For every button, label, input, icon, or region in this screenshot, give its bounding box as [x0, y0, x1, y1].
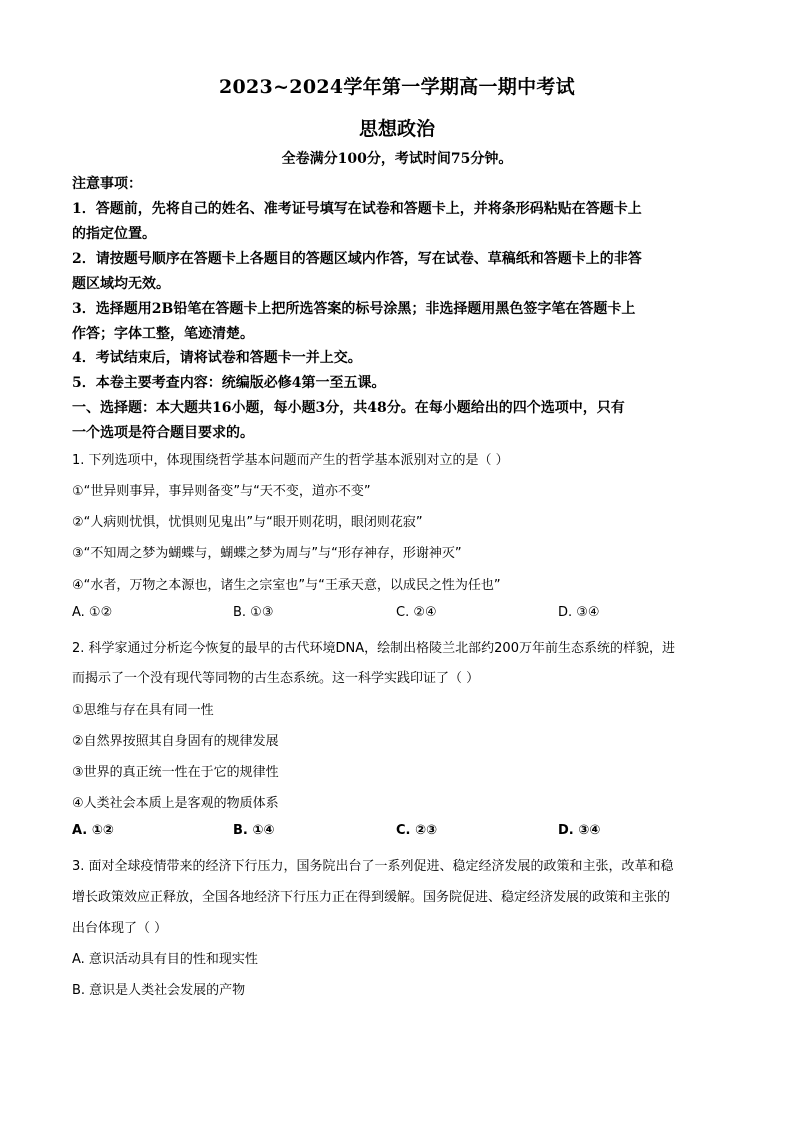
- notes-line: 题区域均无效。: [72, 276, 170, 292]
- question-item: ③世界的真正统一性在于它的规律性: [72, 765, 279, 780]
- option-b: B. ①④: [233, 823, 275, 838]
- question-item: ②自然界按照其自身固有的规律发展: [72, 734, 279, 749]
- question-stem: 1. 下列选项中，体现围绕哲学基本问题而产生的哲学基本派别对立的是（ ）: [72, 453, 509, 468]
- option-d: D. ③④: [558, 823, 601, 838]
- notes-line: 4．考试结束后，请将试卷和答题卡一并上交。: [72, 350, 362, 366]
- notes-line: 的指定位置。: [72, 226, 156, 242]
- question-option: B. 意识是人类社会发展的产物: [72, 983, 246, 998]
- notes-line: 5．本卷主要考查内容：统编版必修4第一至五课。: [72, 375, 386, 391]
- option-a: A. ①②: [72, 605, 113, 620]
- question-item: ④“水者，万物之本源也，诸生之宗室也”与“王承天意，以成民之性为任也”: [72, 578, 501, 593]
- notes-line: 作答；字体工整，笔迹清楚。: [72, 326, 254, 342]
- question-stem: 增长政策效应正释放，全国各地经济下行压力正在得到缓解。国务院促进、稳定经济发展的政策和主张的: [72, 890, 671, 905]
- question-item: ①思维与存在具有同一性: [72, 703, 214, 718]
- exam-subject: 思想政治: [358, 118, 435, 140]
- section-heading: 一个选项是符合题目要求的。: [72, 425, 254, 441]
- notes-line: 2．请按题号顺序在答题卡上各题目的答题区域内作答，写在试卷、草稿纸和答题卡上的非答: [72, 251, 642, 267]
- question-item: ②“人病则忧惧，忧惧则见鬼出”与“眼开则花明，眼闭则花寂”: [72, 515, 423, 530]
- notes-heading: 注意事项：: [72, 176, 142, 192]
- question-stem: 2. 科学家通过分析迄今恢复的最早的古代环境DNA，绘制出格陵兰北部约200万年前生态系统的样貌，进: [72, 641, 675, 656]
- option-d: D. ③④: [558, 605, 600, 620]
- question-option: A. 意识活动具有目的性和现实性: [72, 952, 258, 967]
- option-a: A. ①②: [72, 823, 114, 838]
- notes-line: 3．选择题用2B铅笔在答题卡上把所选答案的标号涂黑；非选择题用黑色签字笔在答题卡上: [72, 301, 636, 317]
- option-c: C. ②③: [396, 823, 438, 838]
- exam-title: 2023~2024学年第一学期高一期中考试: [219, 76, 575, 98]
- option-b: B. ①③: [233, 605, 274, 620]
- option-c: C. ②④: [396, 605, 437, 620]
- question-stem: 而揭示了一个没有现代等同物的古生态系统。这一科学实践印证了（ ）: [72, 671, 480, 686]
- section-heading: 一、选择题：本大题共16小题，每小题3分，共48分。在每小题给出的四个选项中，只有: [72, 400, 625, 416]
- question-stem: 3. 面对全球疫情带来的经济下行压力，国务院出台了一系列促进、稳定经济发展的政策和主张，改革和稳: [72, 859, 674, 874]
- question-item: ④人类社会本质上是客观的物质体系: [72, 796, 279, 811]
- question-item: ①“世异则事异，事异则备变”与“天不变，道亦不变”: [72, 484, 371, 499]
- exam-info: 全卷满分100分，考试时间75分钟。: [281, 151, 513, 167]
- notes-line: 1．答题前，先将自己的姓名、准考证号填写在试卷和答题卡上，并将条形码粘贴在答题卡上: [72, 201, 642, 217]
- question-item: ③“不知周之梦为蝴蝶与，蝴蝶之梦为周与”与“形存神存，形谢神灭”: [72, 546, 462, 561]
- question-stem: 出台体现了（ ）: [72, 921, 168, 936]
